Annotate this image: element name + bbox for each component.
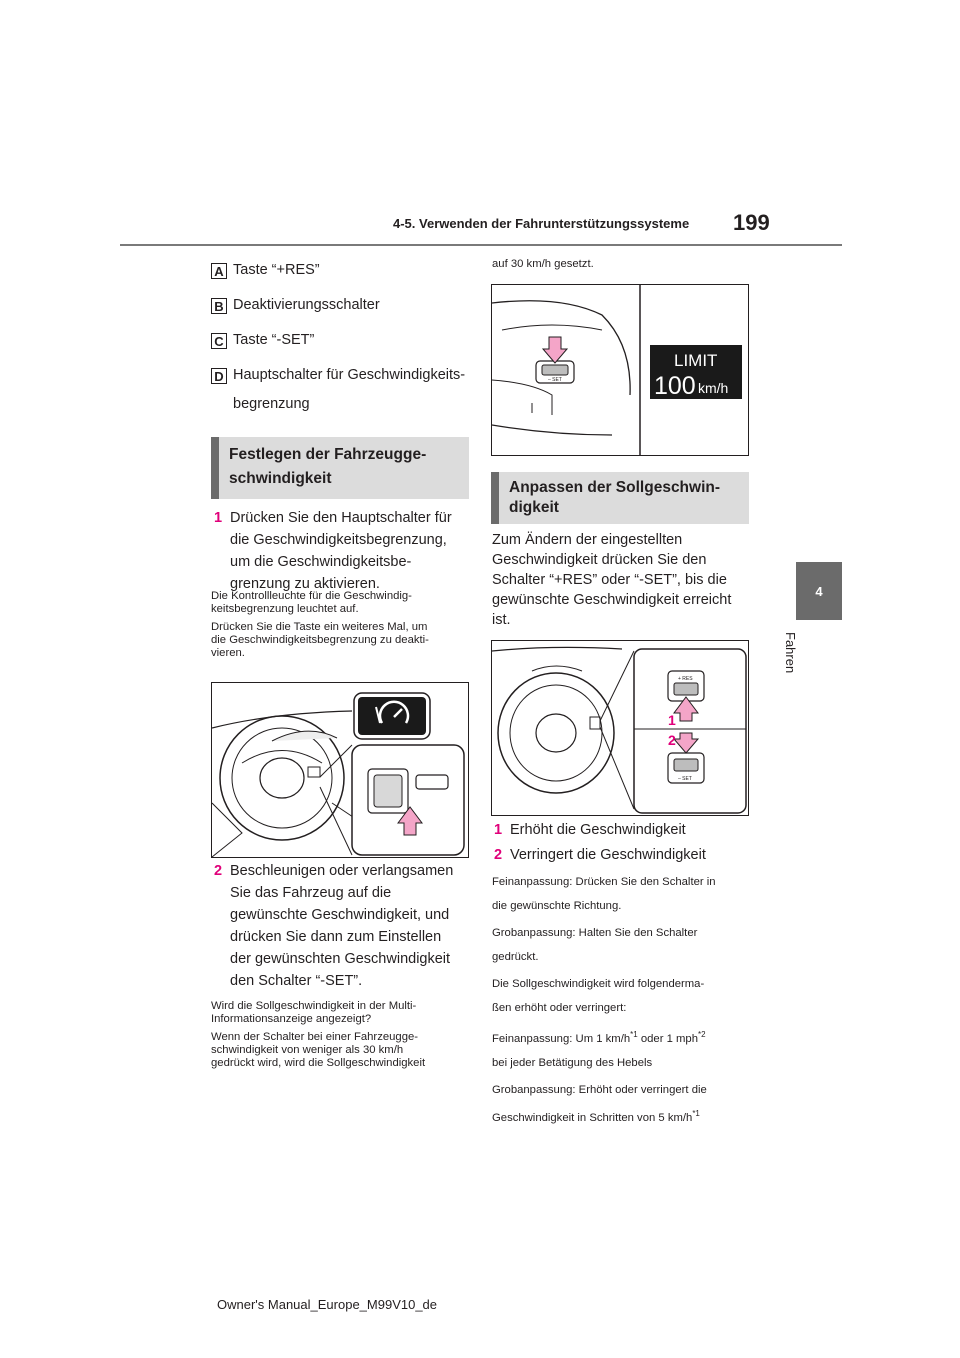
note-line: Informationsanzeige angezeigt? [211, 1013, 372, 1025]
note-text: Geschwindigkeit in Schritten von 5 km/h [492, 1111, 693, 1124]
section-heading-adjust-speed [491, 472, 749, 524]
body-line: gewünschte Geschwindigkeit erreicht [492, 592, 732, 608]
note-text: Feinanpassung: Um 1 km/h [492, 1032, 631, 1045]
legend-item-b: Deaktivierungsschalter [233, 297, 380, 313]
figure-limiter-main-switch [211, 682, 469, 858]
legend-item-d: Hauptschalter für Geschwindigkeits- [233, 367, 466, 383]
chapter-label [780, 632, 810, 692]
step-text: drücken Sie dann zum Einstellen [230, 929, 442, 945]
note-line: vieren. [211, 647, 245, 659]
note-line [492, 1023, 754, 1051]
footnote-ref: *1 [630, 1030, 638, 1039]
note-line: Wird die Sollgeschwindigkeit in der Multi- [211, 1000, 417, 1012]
steering-wheel-illustration [212, 683, 468, 857]
set-switch-label-2: – SET [678, 776, 692, 782]
note-line: die gewünschte Richtung. [492, 900, 622, 912]
chapter-tab: 4 [796, 562, 842, 620]
step-text: der gewünschten Geschwindigkeit [230, 951, 451, 967]
limit-display-unit: km/h [698, 380, 729, 396]
item-text: Erhöht die Geschwindigkeit [510, 822, 686, 838]
note-text: oder 1 mph [637, 1032, 698, 1045]
chapter-label-text: Fahren [783, 632, 798, 674]
step-text: Beschleunigen oder verlangsamen [230, 863, 454, 879]
limit-display-label: LIMIT [674, 351, 718, 370]
note-line: keitsbegrenzung leuchtet auf. [211, 603, 359, 615]
note-line: gedrückt. [492, 951, 539, 963]
body-line: Zum Ändern der eingestellten [492, 532, 683, 548]
note-line: ßen erhöht oder verringert: [492, 1002, 627, 1014]
body-line: Geschwindigkeit drücken Sie den [492, 552, 707, 568]
note-line: Die Sollgeschwindigkeit wird folgenderma- [492, 978, 705, 990]
section-header-title: 4-5. Verwenden der Fahrunterstützungssysteme [393, 216, 690, 231]
step-text: grenzung zu aktivieren. [230, 576, 380, 592]
note-line: bei jeder Betätigung des Hebels [492, 1056, 653, 1069]
item-number: 2 [494, 847, 503, 863]
arrow-label-1: 1 [668, 712, 676, 728]
section-heading-line1: Anpassen der Sollgeschwin- [509, 479, 721, 496]
adjust-notes [492, 870, 754, 1130]
item-number: 1 [494, 822, 503, 838]
body-line: Schalter “+RES” oder “-SET”, bis die [492, 572, 727, 588]
res-switch-label: + RES [678, 676, 693, 682]
legend-item-c: Taste “-SET” [233, 332, 315, 348]
set-switch-label: – SET [548, 377, 562, 383]
note-line: schwindigkeit von weniger als 30 km/h [211, 1044, 404, 1056]
step-1 [214, 507, 474, 595]
step-text: Sie das Fahrzeug auf die [230, 885, 392, 901]
step-text: Drücken Sie den Hauptschalter für [230, 510, 452, 526]
footnote-ref: *1 [692, 1108, 700, 1118]
legend-letter-b: B [211, 298, 227, 314]
legend-item-a: Taste “+RES” [233, 262, 320, 278]
note-line: gedrückt wird, wird die Sollgeschwindigkeit [211, 1057, 426, 1069]
page-number: 199 [733, 210, 770, 235]
note-line: Feinanpassung: Drücken Sie den Schalter in [492, 876, 716, 888]
legend-letter-d: D [211, 368, 227, 384]
note-2 [211, 1000, 471, 1070]
adjust-instructions [492, 530, 750, 630]
item-text: Verringert die Geschwindigkeit [510, 847, 706, 863]
figure-set-switch-limit [491, 284, 749, 456]
arrow-label-2: 2 [668, 732, 676, 748]
res-set-illustration [492, 641, 748, 815]
set-switch-illustration [492, 285, 748, 455]
note-line [492, 1102, 754, 1130]
step-2 [214, 860, 474, 992]
section-heading-line2: schwindigkeit [229, 470, 332, 487]
legend-letter-c: C [211, 333, 227, 349]
note-line: Grobanpassung: Erhöht oder verringert die [492, 1083, 707, 1096]
adjust-item-1 [494, 819, 686, 841]
header-rule [120, 244, 842, 246]
section-heading-line1: Festlegen der Fahrzeugge- [229, 446, 427, 463]
note-line: die Geschwindigkeitsbegrenzung zu deakti- [211, 634, 429, 646]
step-text: die Geschwindigkeitsbegrenzung, [230, 532, 447, 548]
adjust-item-2 [494, 844, 706, 866]
figure-res-set-switch [491, 640, 749, 816]
note-line: Grobanpassung: Halten Sie den Schalter [492, 927, 698, 939]
note-line: Drücken Sie die Taste ein weiteres Mal, um [211, 621, 428, 633]
step-number: 1 [214, 510, 223, 526]
step-number: 2 [214, 863, 223, 879]
legend-item-d-cont: begrenzung [233, 396, 310, 412]
footer-document-id: Owner's Manual_Europe_M99V10_de [217, 1297, 438, 1312]
note-1 [211, 590, 471, 660]
footnote-ref: *2 [698, 1030, 706, 1039]
step-text: den Schalter “-SET”. [230, 973, 363, 989]
body-line: ist. [492, 612, 511, 628]
note-line: Die Kontrollleuchte für die Geschwindig- [211, 590, 412, 602]
section-heading-set-speed [211, 437, 469, 499]
step-text: gewünschte Geschwindigkeit, und [230, 907, 450, 923]
limit-display-value: 100 [654, 372, 696, 400]
step-text: um die Geschwindigkeitsbe- [230, 554, 412, 570]
note-2-continued: auf 30 km/h gesetzt. [492, 258, 594, 270]
legend-letter-a: A [211, 263, 227, 279]
section-heading-line2: digkeit [509, 499, 559, 516]
note-line: Wenn der Schalter bei einer Fahrzeugge- [211, 1031, 419, 1043]
